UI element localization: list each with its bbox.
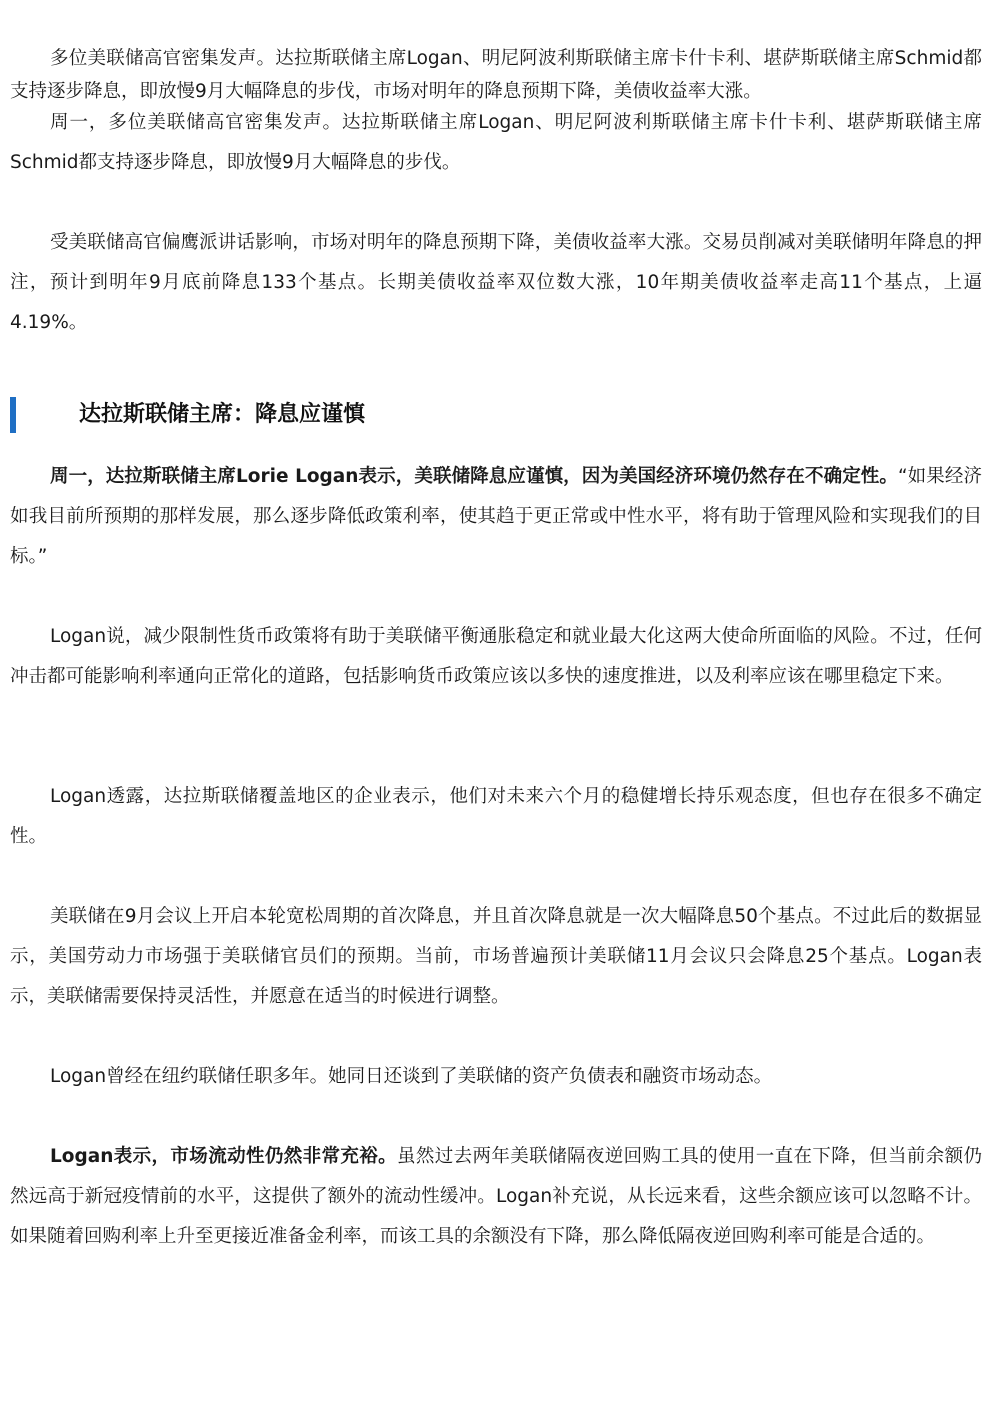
paragraph-logan-background: Logan曾经在纽约联储任职多年。她同日还谈到了美联储的资产负债表和融资市场动态。 bbox=[50, 1066, 773, 1087]
section-heading-text: 达拉斯联储主席：降息应谨慎 bbox=[79, 402, 366, 427]
paragraph-market-reaction: 受美联储高官偏鹰派讲话影响，市场对明年的降息预期下降，美债收益率大涨。交易员削减对美联储明年降息的押注，预计到明年9月底前降息133个基点。长期美债收益率双位数大涨，10年期美债收益率走高11个基点，上逼4.19%。 bbox=[10, 232, 982, 333]
paragraph-liquidity-bold: Logan表示，市场流动性仍然非常充裕。 bbox=[50, 1146, 398, 1167]
paragraph-liquidity-rest: 虽然过去两年美联储隔夜逆回购工具的使用一直在下降，但当前余额仍然远高于新冠疫情前的水平，这提供了额外的流动性缓冲。Logan补充说，从长远来看，这些余额应该可以忽略不计。如果随着回购利率上升至更接近准备金利率，而该工具的余额没有下降，那么降低隔夜逆回购利率可能是合适的。 bbox=[10, 1146, 982, 1247]
paragraph-fed-officials: 周一，多位美联储高官密集发声。达拉斯联储主席Logan、明尼阿波利斯联储主席卡什卡利、堪萨斯联储主席Schmid都支持逐步降息，即放慢9月大幅降息的步伐。 bbox=[10, 112, 982, 173]
paragraph-september-cut: 美联储在9月会议上开启本轮宽松周期的首次降息，并且首次降息就是一次大幅降息50个基点。不过此后的数据显示，美国劳动力市场强于美联储官员们的预期。当前，市场普遍预计美联储11月会议只会降息25个基点。Logan表示，美联储需要保持灵活性，并愿意在适当的时候进行调整。 bbox=[10, 906, 982, 1007]
paragraph-liquidity bbox=[10, 1137, 982, 1257]
paragraph-logan-caution-quote: “如果经济如我目前所预期的那样发展，那么逐步降低政策利率，使其趋于更正常或中性水平，将有助于管理风险和实现我们的目标。” bbox=[10, 466, 982, 567]
paragraph-logan-risks: Logan说，减少限制性货币政策将有助于美联储平衡通胀稳定和就业最大化这两大使命所面临的风险。不过，任何冲击都可能影响利率通向正常化的道路，包括影响货币政策应该以多快的速度推进，以及利率应该在哪里稳定下来。 bbox=[10, 626, 982, 687]
paragraph-logan-caution-bold: 周一，达拉斯联储主席Lorie Logan表示，美联储降息应谨慎，因为美国经济环境仍然存在不确定性。 bbox=[50, 466, 898, 487]
heading-accent-bar bbox=[10, 397, 16, 433]
paragraph-logan-caution bbox=[10, 457, 982, 577]
lede-paragraph: 多位美联储高官密集发声。达拉斯联储主席Logan、明尼阿波利斯联储主席卡什卡利、堪萨斯联储主席Schmid都支持逐步降息，即放慢9月大幅降息的步伐，市场对明年的降息预期下降，美债收益率大涨。 bbox=[10, 48, 982, 102]
paragraph-dallas-businesses: Logan透露，达拉斯联储覆盖地区的企业表示，他们对未来六个月的稳健增长持乐观态度，但也存在很多不确定性。 bbox=[10, 786, 982, 847]
section-heading bbox=[10, 396, 610, 434]
